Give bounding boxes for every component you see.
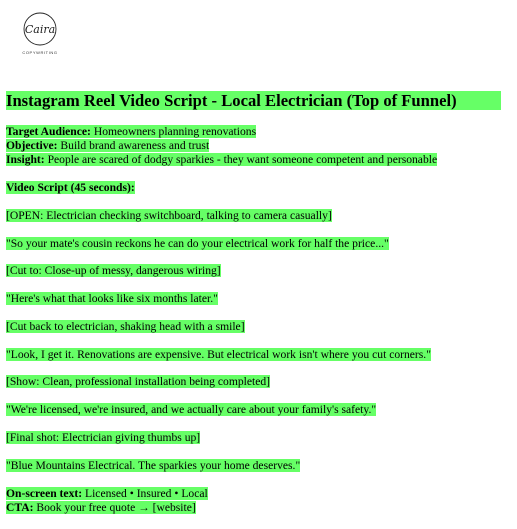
script-line: [Show: Clean, professional installation being completed]	[6, 375, 271, 388]
target-audience-label: Target Audience:	[6, 125, 91, 138]
script-line: "Look, I get it. Renovations are expensive. But electrical work isn't where you cut corners."	[6, 348, 431, 361]
onscreen-label: On-screen text:	[6, 487, 83, 500]
document-title: Instagram Reel Video Script - Local Electrician (Top of Funnel)	[6, 91, 501, 110]
script-line: [Cut to: Close-up of messy, dangerous wiring]	[6, 264, 221, 277]
logo	[11, 8, 69, 56]
script-line: "Here's what that looks like six months later."	[6, 292, 218, 305]
script-line: [OPEN: Electrician checking switchboard, talking to camera casually]	[6, 209, 332, 222]
logo-subtitle: COPYWRITING	[22, 50, 58, 55]
onscreen-value: Licensed • Insured • Local	[82, 487, 208, 500]
objective-value: Build brand awareness and trust	[57, 139, 210, 152]
target-audience-line	[6, 125, 256, 138]
cta-label: CTA:	[6, 501, 34, 514]
cta-line	[6, 501, 196, 514]
script-line: [Cut back to electrician, shaking head with a smile]	[6, 320, 245, 333]
objective-line	[6, 139, 209, 152]
script-line: "We're licensed, we're insured, and we actually care about your family's safety."	[6, 403, 377, 416]
insight-label: Insight:	[6, 153, 45, 166]
insight-value: People are scared of dodgy sparkies - they want someone competent and personable	[44, 153, 438, 166]
cta-value: Book your free quote → [website]	[33, 501, 196, 514]
onscreen-text-line	[6, 487, 208, 500]
script-line: [Final shot: Electrician giving thumbs up]	[6, 431, 201, 444]
logo-script-text: Caira	[24, 23, 56, 36]
target-audience-value: Homeowners planning renovations	[90, 125, 257, 138]
script-heading: Video Script (45 seconds):	[6, 181, 135, 194]
script-line: "So your mate's cousin reckons he can do your electrical work for half the price..."	[6, 237, 389, 250]
objective-label: Objective:	[6, 139, 58, 152]
script-line: "Blue Mountains Electrical. The sparkies your home deserves."	[6, 459, 301, 472]
insight-line	[6, 153, 437, 166]
